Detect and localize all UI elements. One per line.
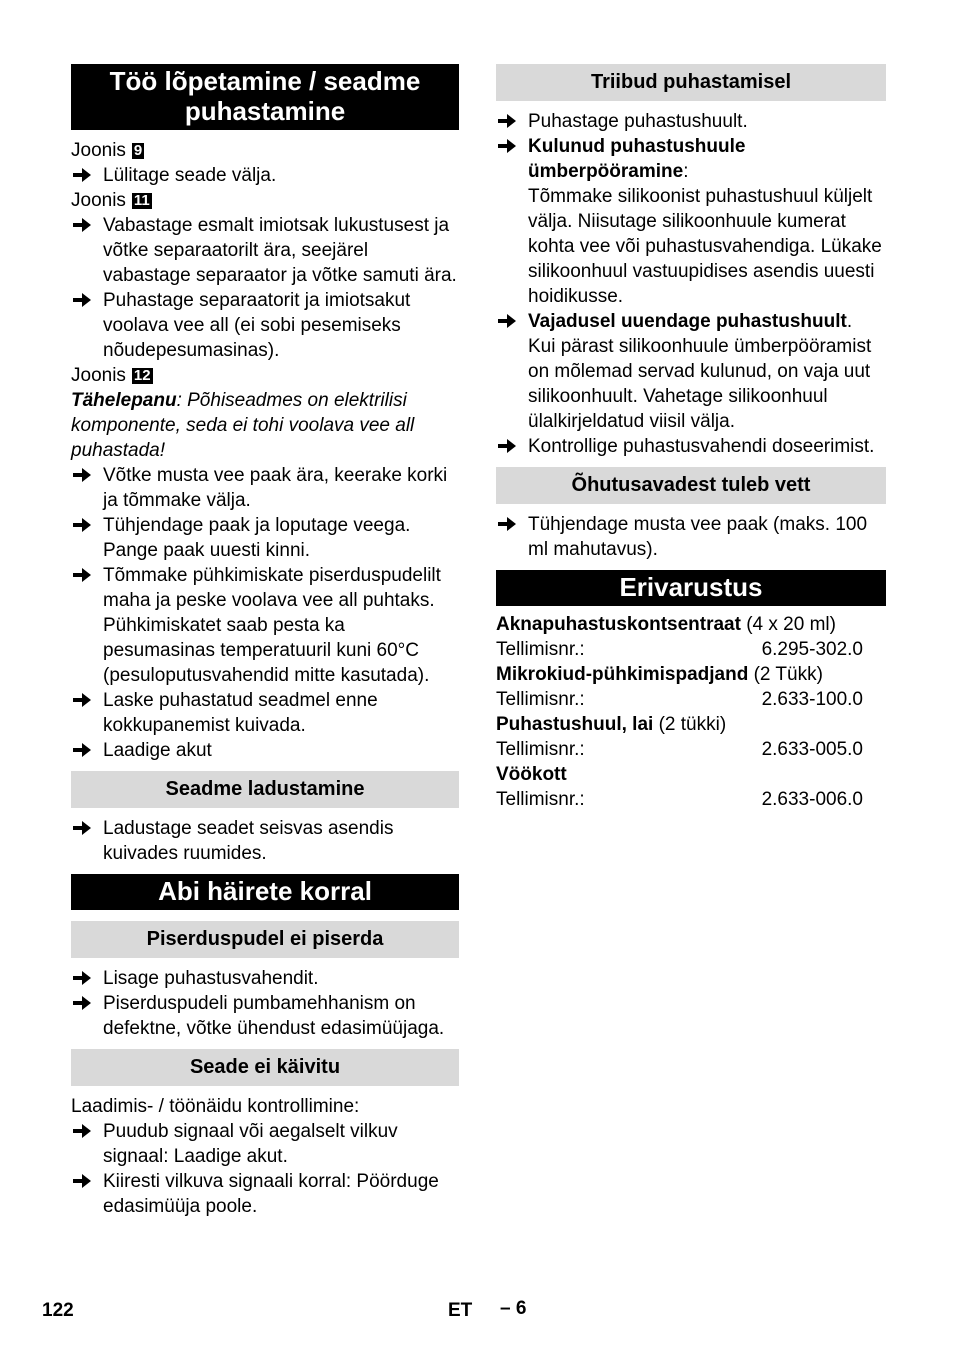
section-heading-finish: Töö lõpetamine / seadme puhastamine <box>71 64 459 130</box>
arrow-right-icon <box>73 971 91 985</box>
list-item-text: Kontrollige puhastusvahendi doseerimist. <box>528 436 875 457</box>
arrow-right-icon <box>498 114 516 128</box>
list-item <box>71 563 459 688</box>
arrow-right-icon <box>73 1124 91 1138</box>
language-code: ET <box>448 1300 473 1321</box>
list-item-text: Tühjendage musta vee paak (maks. 100 ml mahutavus). <box>528 514 868 560</box>
list-item <box>71 1169 459 1219</box>
list-item <box>496 109 886 134</box>
list-item <box>71 463 459 513</box>
arrow-right-icon <box>498 314 516 328</box>
accessory-name: Aknapuhastuskontsentraat <box>496 614 741 635</box>
order-label: Tellimisnr.: <box>496 689 585 710</box>
arrow-right-icon <box>73 693 91 707</box>
accessory-item <box>496 762 886 812</box>
accessory-item <box>496 662 886 712</box>
list-item-text: Lisage puhastusvahendit. <box>103 968 319 989</box>
accessory-qty: (2 Tükk) <box>748 664 823 685</box>
accessory-item <box>496 612 886 662</box>
list-item <box>71 738 459 763</box>
arrow-right-icon <box>73 168 91 182</box>
list-item-text: Puhastage puhastushuult. <box>528 111 748 132</box>
warning-note <box>71 388 459 463</box>
left-column <box>71 64 459 1219</box>
list-item <box>71 513 459 563</box>
accessory-qty: (4 x 20 ml) <box>740 614 836 635</box>
section-heading-storage: Seadme ladustamine <box>71 771 459 808</box>
warning-label: Tähelepanu <box>71 390 177 411</box>
arrow-right-icon <box>73 293 91 307</box>
arrow-right-icon <box>73 568 91 582</box>
order-label: Tellimisnr.: <box>496 739 585 760</box>
section-heading-nostart: Seade ei käivitu <box>71 1049 459 1086</box>
list-item-text: Kiiresti vilkuva signaali korral: Pöörduge edasimüüja poole. <box>103 1171 439 1217</box>
list-item <box>71 966 459 991</box>
arrow-right-icon <box>73 518 91 532</box>
arrow-right-icon <box>73 218 91 232</box>
right-column <box>496 64 886 812</box>
section-heading-troubleshooting: Abi häirete korral <box>71 874 459 910</box>
list-item-text: Tühjendage paak ja loputage veega. Pange paak uuesti kinni. <box>103 515 411 561</box>
section-heading-streaks: Triibud puhastamisel <box>496 64 886 101</box>
arrow-right-icon <box>73 743 91 757</box>
section-heading-vents: Õhutusavadest tuleb vett <box>496 467 886 504</box>
figure-ref-12 <box>71 363 459 388</box>
accessory-item <box>496 712 886 762</box>
arrow-right-icon <box>498 139 516 153</box>
order-label: Tellimisnr.: <box>496 639 585 660</box>
arrow-right-icon <box>73 821 91 835</box>
list-item <box>496 434 886 459</box>
arrow-right-icon <box>73 996 91 1010</box>
list-item-text: Võtke musta vee paak ära, keerake korki ja tõmmake välja. <box>103 465 448 511</box>
figure-label: Joonis <box>71 365 126 386</box>
accessory-name: Vöökott <box>496 764 567 785</box>
list-item <box>496 309 886 434</box>
section-heading-accessories: Erivarustus <box>496 570 886 606</box>
arrow-right-icon <box>498 439 516 453</box>
warning-text: : Põhiseadmes on elektrilisi komponente, seda ei tohi voolava vee all puhastada! <box>71 390 415 461</box>
figure-number: 9 <box>133 142 143 159</box>
list-item-dot: . <box>846 311 853 332</box>
list-item-text: Tõmmake pühkimiskate piserduspudelilt maha ja peske voolava vee all puhtaks. Pühkimiskatet saab pesta ka pesumasinas temperatuuril kuni 60°C (pesuloputusvahendid mitte kasutada). <box>103 565 441 686</box>
list-item-text: Vabastage esmalt imiotsak lukustusest ja võtke separaatorilt ära, seejärel vabastage separaator ja võtke samuti ära. <box>103 215 457 286</box>
list-item <box>71 163 459 188</box>
section-page-number: – 6 <box>500 1298 527 1319</box>
list-item-text: Lülitage seade välja. <box>103 165 277 186</box>
accessory-qty: (2 tükki) <box>653 714 727 735</box>
arrow-right-icon <box>498 517 516 531</box>
arrow-right-icon <box>73 1174 91 1188</box>
list-item-text: Tõmmake silikoonist puhastushuul küljelt välja. Niisutage silikoonhuule kumerat kohta vee või puhastusvahendiga. Lükake silikoonhuul vastuupidises asendis uuesti hoidikusse. <box>528 186 882 307</box>
figure-number: 11 <box>133 192 150 209</box>
list-item-text: Puhastage separaatorit ja imiotsakut voolava vee all (ei sobi pesemiseks nõudepesumasinas). <box>103 290 411 361</box>
arrow-right-icon <box>73 468 91 482</box>
list-item <box>71 688 459 738</box>
list-item <box>496 512 886 562</box>
order-number: 2.633-100.0 <box>761 689 863 710</box>
figure-label: Joonis <box>71 140 126 161</box>
list-item <box>496 134 886 309</box>
section-heading-spray: Piserduspudel ei piserda <box>71 921 459 958</box>
list-item-text: Laadige akut <box>103 740 212 761</box>
list-item <box>71 213 459 288</box>
list-item-text: Laske puhastatud seadmel enne kokkupanemist kuivada. <box>103 690 378 736</box>
list-item <box>71 288 459 363</box>
accessory-name: Mikrokiud-pühkimispadjand <box>496 664 749 685</box>
figure-number: 12 <box>133 367 151 384</box>
figure-ref-9 <box>71 138 459 163</box>
list-item-colon: : <box>683 161 689 182</box>
figure-label: Joonis <box>71 190 126 211</box>
list-item-bold: Kulunud puhastushuule ümberpööramine <box>528 136 746 182</box>
list-item <box>71 816 459 866</box>
list-item-text: Kui pärast silikoonhuule ümberpööramist on mõlemad servad kulunud, on vaja uut silikoonhuult. Vahetage silikoonhuul ülalkirjeldatud viisil välja. <box>528 336 872 432</box>
check-text: Laadimis- / töönäidu kontrollimine: <box>71 1096 360 1117</box>
list-item <box>71 991 459 1041</box>
list-item <box>71 1119 459 1169</box>
order-label: Tellimisnr.: <box>496 789 585 810</box>
order-number: 2.633-006.0 <box>761 789 863 810</box>
list-item-text: Ladustage seadet seisvas asendis kuivades ruumides. <box>103 818 394 864</box>
order-number: 2.633-005.0 <box>761 739 863 760</box>
list-item-text: Puudub signaal või aegalselt vilkuv signaal: Laadige akut. <box>103 1121 398 1167</box>
accessory-name: Puhastushuul, lai <box>496 714 654 735</box>
figure-ref-11 <box>71 188 459 213</box>
order-number: 6.295-302.0 <box>761 639 863 660</box>
list-item-bold: Vajadusel uuendage puhastushuult <box>528 311 847 332</box>
page-number: 122 <box>42 1300 74 1321</box>
list-item-text: Piserduspudeli pumbamehhanism on defektne, võtke ühendust edasimüüjaga. <box>103 993 445 1039</box>
